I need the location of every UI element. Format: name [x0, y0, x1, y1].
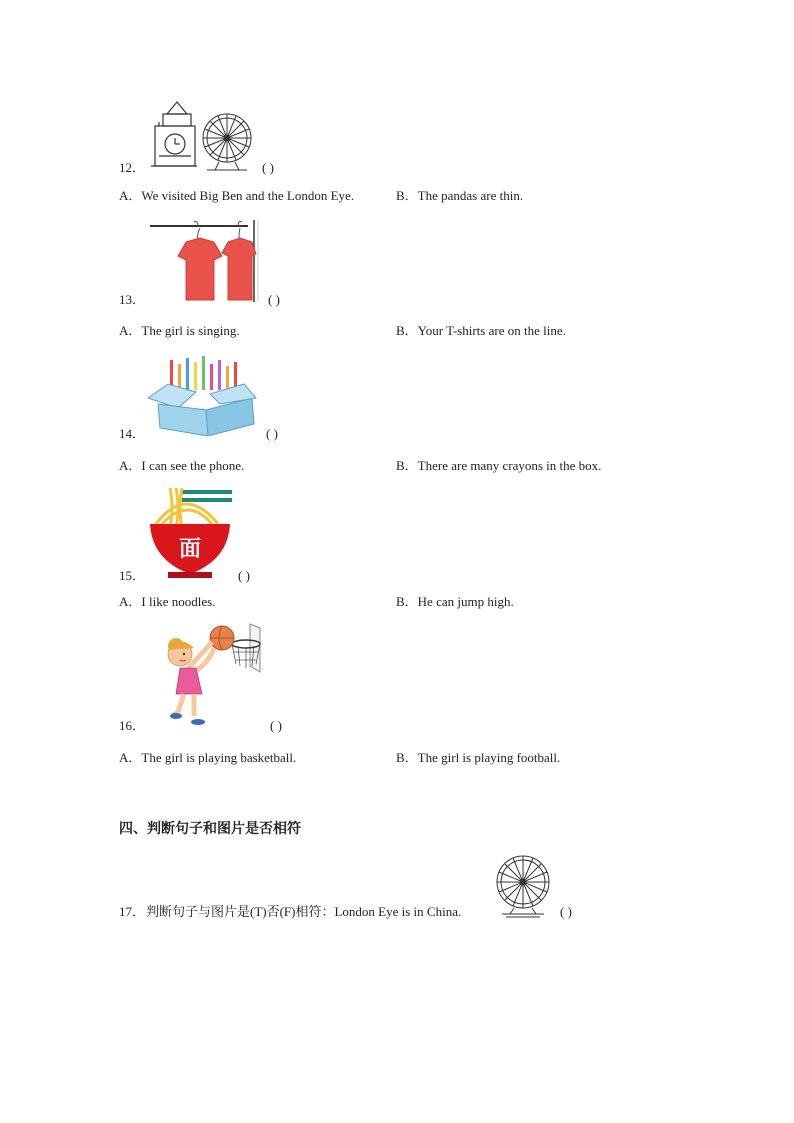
q16-image: [150, 620, 266, 730]
question-number: 13．: [119, 292, 146, 307]
london-eye-icon: [492, 852, 554, 918]
option-b[interactable]: B．The pandas are thin.: [396, 188, 524, 203]
t-shirts-icon: [148, 220, 262, 302]
bowl-character: 面: [178, 537, 202, 562]
option-a[interactable]: A．We visited Big Ben and the London Eye.: [119, 188, 355, 203]
question-number: 14．: [119, 426, 146, 441]
option-b[interactable]: B．There are many crayons in the box.: [396, 458, 602, 473]
option-a[interactable]: A．The girl is singing.: [119, 323, 240, 338]
section-heading: 四、判断句子和图片是否相符: [119, 821, 301, 837]
question-number: 15．: [119, 568, 146, 583]
option-b[interactable]: B．Your T-shirts are on the line.: [396, 323, 566, 338]
answer-blank[interactable]: ( ): [238, 568, 250, 583]
option-a[interactable]: A．I like noodles.: [119, 594, 216, 609]
q15-image: [148, 484, 234, 580]
question-number: 17．: [119, 904, 146, 919]
q17-image: [492, 852, 554, 918]
option-a[interactable]: A．I can see the phone.: [119, 458, 245, 473]
crayon-box-icon: [148, 354, 258, 436]
question-number: 16．: [119, 718, 146, 733]
noodle-bowl-icon: [148, 484, 234, 580]
answer-blank[interactable]: ( ): [266, 426, 278, 441]
q12-image: [149, 98, 259, 173]
girl-basketball-icon: [150, 620, 266, 730]
big-ben-london-eye-icon: [149, 98, 259, 173]
answer-blank[interactable]: ( ): [560, 904, 572, 919]
answer-blank[interactable]: ( ): [270, 718, 282, 733]
q13-image: [148, 220, 262, 302]
answer-blank[interactable]: ( ): [262, 160, 274, 175]
option-b[interactable]: B．He can jump high.: [396, 594, 514, 609]
question-number: 12．: [119, 160, 146, 175]
q14-image: [148, 354, 258, 436]
option-b[interactable]: B．The girl is playing football.: [396, 750, 561, 765]
question-text: 判断句子与图片是(T)否(F)相符：London Eye is in China.: [146, 904, 462, 919]
answer-blank[interactable]: ( ): [268, 292, 280, 307]
option-a[interactable]: A．The girl is playing basketball.: [119, 750, 297, 765]
